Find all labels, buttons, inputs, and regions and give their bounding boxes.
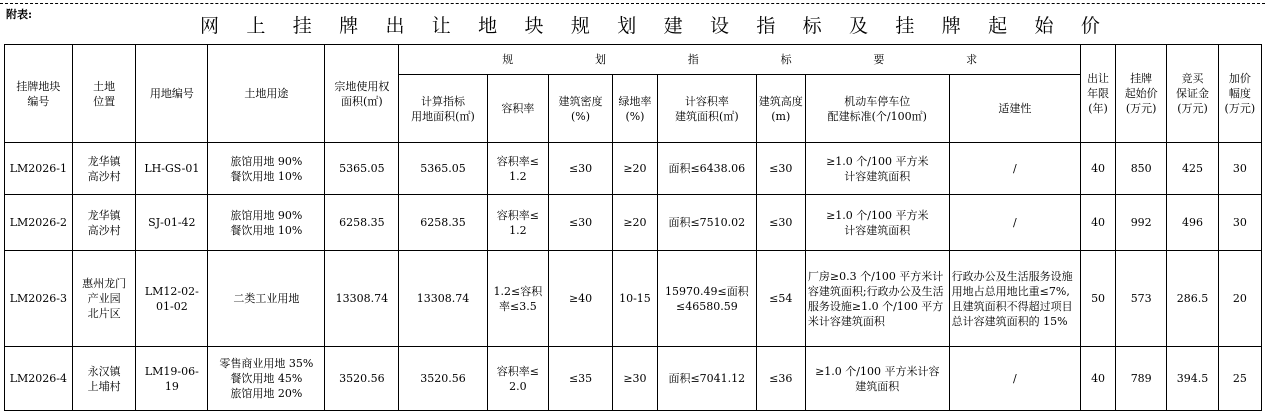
document-title bbox=[200, 12, 1100, 40]
planning-header-char: 规 bbox=[502, 53, 514, 66]
cell-use: 零售商业用地 35% 餐饮用地 45% 旅馆用地 20% bbox=[208, 347, 325, 411]
cell-green: 10-15 bbox=[612, 251, 657, 347]
cell-term: 40 bbox=[1081, 347, 1116, 411]
cell-term: 50 bbox=[1081, 251, 1116, 347]
cell-term: 40 bbox=[1081, 195, 1116, 251]
cell-start-price: 573 bbox=[1116, 251, 1167, 347]
cell-height: ≤30 bbox=[756, 195, 805, 251]
title-char: 让 bbox=[431, 15, 451, 37]
cell-far: 容积率≤ 2.0 bbox=[487, 347, 549, 411]
cell-far: 1.2≤容积 率≤3.5 bbox=[487, 251, 549, 347]
title-char: 及 bbox=[849, 15, 869, 37]
cell-plot-no: LM19-06- 19 bbox=[136, 347, 208, 411]
cell-location: 惠州龙门 产业园 北片区 bbox=[72, 251, 136, 347]
cell-far-area: 面积≤7510.02 bbox=[658, 195, 757, 251]
header-term: 出让 年限 (年) bbox=[1081, 45, 1116, 143]
cell-location: 龙华镇 高沙村 bbox=[72, 195, 136, 251]
cell-start-price: 850 bbox=[1116, 143, 1167, 195]
cell-increment: 20 bbox=[1218, 251, 1261, 347]
cell-density: ≤35 bbox=[549, 347, 613, 411]
cell-area: 5365.05 bbox=[325, 143, 399, 195]
title-char: 牌 bbox=[339, 15, 359, 37]
title-char: 网 bbox=[200, 15, 220, 37]
header-green: 绿地率 (%) bbox=[612, 75, 657, 143]
cell-density: ≥40 bbox=[549, 251, 613, 347]
cell-calc-area: 5365.05 bbox=[399, 143, 487, 195]
title-char: 地 bbox=[478, 15, 498, 37]
cell-height: ≤30 bbox=[756, 143, 805, 195]
cell-deposit: 496 bbox=[1167, 195, 1218, 251]
cell-deposit: 286.5 bbox=[1167, 251, 1218, 347]
cell-location: 永汉镇 上埔村 bbox=[72, 347, 136, 411]
cell-term: 40 bbox=[1081, 143, 1116, 195]
top-dashed-rule bbox=[0, 3, 1265, 4]
header-deposit: 竞买 保证金 (万元) bbox=[1167, 45, 1218, 143]
cell-parking: ≥1.0 个/100 平方米 计容建筑面积 bbox=[805, 143, 949, 195]
cell-use: 二类工业用地 bbox=[208, 251, 325, 347]
header-area: 宗地使用权 面积(㎡) bbox=[325, 45, 399, 143]
cell-height: ≤54 bbox=[756, 251, 805, 347]
title-char: 上 bbox=[246, 15, 266, 37]
cell-code: LM2026-1 bbox=[5, 143, 73, 195]
cell-calc-area: 3520.56 bbox=[399, 347, 487, 411]
cell-calc-area: 13308.74 bbox=[399, 251, 487, 347]
cell-location: 龙华镇 高沙村 bbox=[72, 143, 136, 195]
planning-header-char: 划 bbox=[594, 53, 606, 66]
title-char: 价 bbox=[1080, 15, 1100, 37]
table-row bbox=[5, 143, 1262, 195]
cell-area: 13308.74 bbox=[325, 251, 399, 347]
title-char: 规 bbox=[570, 15, 590, 37]
cell-far: 容积率≤ 1.2 bbox=[487, 195, 549, 251]
cell-green: ≥20 bbox=[612, 143, 657, 195]
planning-header-char: 标 bbox=[780, 53, 792, 66]
header-calc-area: 计算指标 用地面积(㎡) bbox=[399, 75, 487, 143]
title-char: 划 bbox=[617, 15, 637, 37]
title-char: 牌 bbox=[941, 15, 961, 37]
header-start-price: 挂牌 起始价 (万元) bbox=[1116, 45, 1167, 143]
title-char: 标 bbox=[802, 15, 822, 37]
cell-suitability: / bbox=[949, 347, 1080, 411]
title-char: 出 bbox=[385, 15, 405, 37]
attachment-note: 附表: bbox=[6, 8, 33, 21]
title-char: 指 bbox=[756, 15, 776, 37]
title-char: 块 bbox=[524, 15, 544, 37]
planning-header-char: 指 bbox=[687, 53, 699, 66]
table-row bbox=[5, 195, 1262, 251]
cell-plot-no: LM12-02- 01-02 bbox=[136, 251, 208, 347]
planning-header-char: 求 bbox=[966, 53, 978, 66]
cell-suitability: / bbox=[949, 195, 1080, 251]
cell-suitability: / bbox=[949, 143, 1080, 195]
cell-far-area: 面积≤6438.06 bbox=[658, 143, 757, 195]
title-char: 起 bbox=[988, 15, 1008, 37]
title-char: 始 bbox=[1034, 15, 1054, 37]
cell-increment: 25 bbox=[1218, 347, 1261, 411]
title-char: 挂 bbox=[292, 15, 312, 37]
cell-far-area: 面积≤7041.12 bbox=[658, 347, 757, 411]
header-location: 土地 位置 bbox=[72, 45, 136, 143]
table-row bbox=[5, 251, 1262, 347]
cell-use: 旅馆用地 90% 餐饮用地 10% bbox=[208, 143, 325, 195]
cell-parking: ≥1.0 个/100 平方米 计容建筑面积 bbox=[805, 195, 949, 251]
header-height: 建筑高度 (m) bbox=[756, 75, 805, 143]
cell-area: 3520.56 bbox=[325, 347, 399, 411]
cell-code: LM2026-4 bbox=[5, 347, 73, 411]
table-row bbox=[5, 347, 1262, 411]
cell-green: ≥20 bbox=[612, 195, 657, 251]
header-code: 挂牌地块 编号 bbox=[5, 45, 73, 143]
header-parking: 机动车停车位 配建标准(个/100㎡) bbox=[805, 75, 949, 143]
cell-code: LM2026-3 bbox=[5, 251, 73, 347]
cell-suitability: 行政办公及生活服务设施用地占总用地比重≤7%,且建筑面积不得超过项目总计容建筑面积的 15% bbox=[949, 251, 1080, 347]
title-char: 建 bbox=[663, 15, 683, 37]
header-use: 土地用途 bbox=[208, 45, 325, 143]
cell-calc-area: 6258.35 bbox=[399, 195, 487, 251]
cell-code: LM2026-2 bbox=[5, 195, 73, 251]
cell-density: ≤30 bbox=[549, 195, 613, 251]
header-far: 容积率 bbox=[487, 75, 549, 143]
cell-plot-no: SJ-01-42 bbox=[136, 195, 208, 251]
cell-deposit: 425 bbox=[1167, 143, 1218, 195]
cell-far: 容积率≤ 1.2 bbox=[487, 143, 549, 195]
cell-use: 旅馆用地 90% 餐饮用地 10% bbox=[208, 195, 325, 251]
header-far-area: 计容积率 建筑面积(㎡) bbox=[658, 75, 757, 143]
cell-increment: 30 bbox=[1218, 143, 1261, 195]
cell-start-price: 789 bbox=[1116, 347, 1167, 411]
cell-deposit: 394.5 bbox=[1167, 347, 1218, 411]
title-char: 挂 bbox=[895, 15, 915, 37]
cell-height: ≤36 bbox=[756, 347, 805, 411]
cell-increment: 30 bbox=[1218, 195, 1261, 251]
cell-start-price: 992 bbox=[1116, 195, 1167, 251]
header-suitability: 适建性 bbox=[949, 75, 1080, 143]
cell-area: 6258.35 bbox=[325, 195, 399, 251]
land-parcel-table bbox=[4, 44, 1262, 411]
planning-header-char: 要 bbox=[873, 53, 885, 66]
cell-plot-no: LH-GS-01 bbox=[136, 143, 208, 195]
header-planning-group bbox=[399, 45, 1081, 75]
cell-far-area: 15970.49≤面积 ≤46580.59 bbox=[658, 251, 757, 347]
title-char: 设 bbox=[709, 15, 729, 37]
cell-density: ≤30 bbox=[549, 143, 613, 195]
cell-parking: ≥1.0 个/100 平方米计容 建筑面积 bbox=[805, 347, 949, 411]
header-increment: 加价 幅度 (万元) bbox=[1218, 45, 1261, 143]
header-density: 建筑密度 (%) bbox=[549, 75, 613, 143]
cell-green: ≥30 bbox=[612, 347, 657, 411]
cell-parking: 厂房≥0.3 个/100 平方米计容建筑面积;行政办公及生活服务设施≥1.0 个/100 平方米计容建筑面积 bbox=[805, 251, 949, 347]
header-plot-no: 用地编号 bbox=[136, 45, 208, 143]
